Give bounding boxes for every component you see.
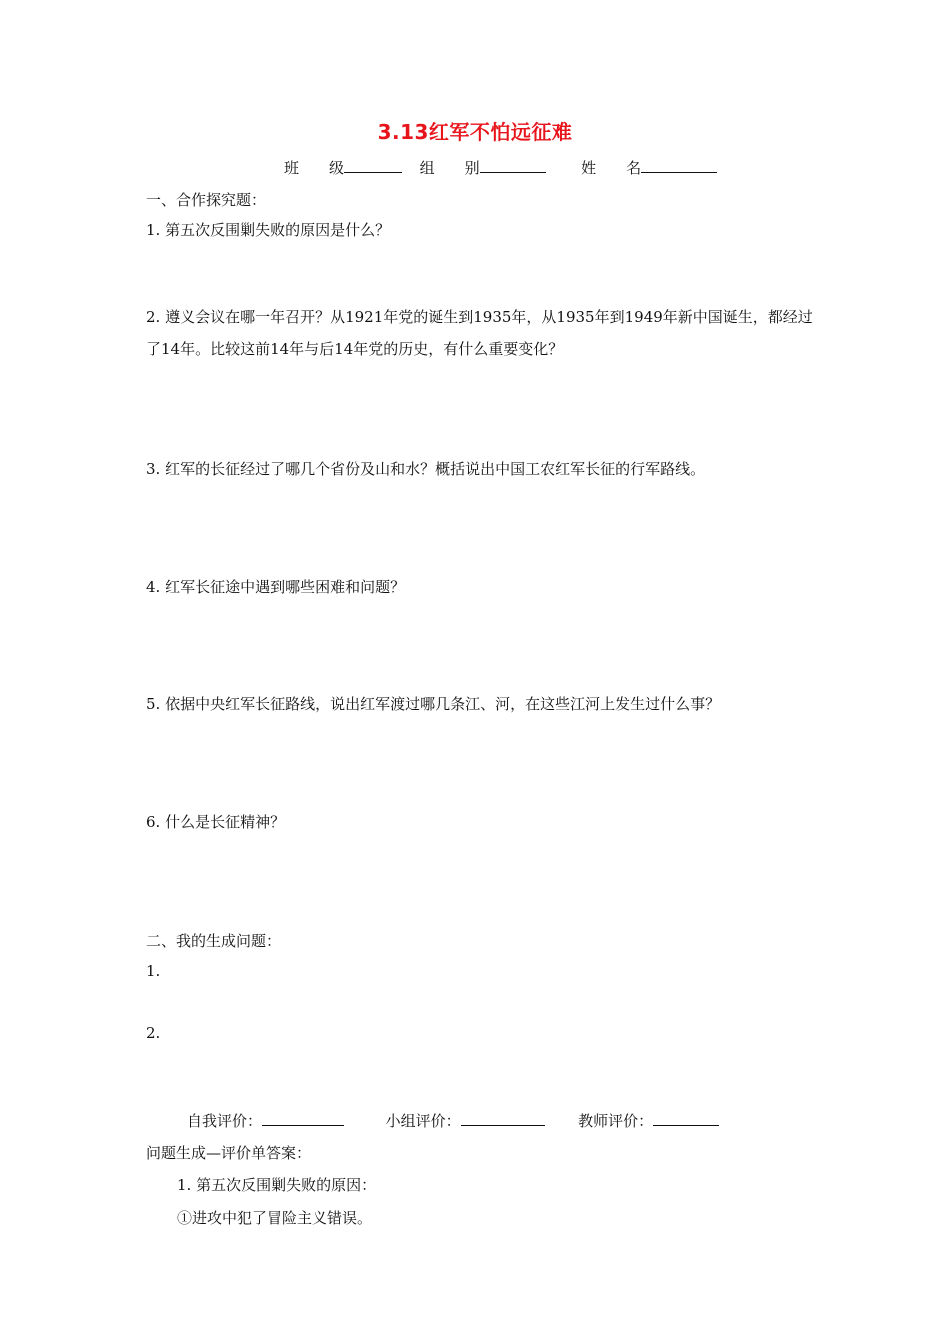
section2-heading: 二、我的生成问题： [146,932,282,950]
question-1: 1. 第五次反围剿失败的原因是什么？ [146,221,391,239]
question-4: 4. 红军长征途中遇到哪些困难和问题？ [146,578,406,596]
self-eval-label: 自我评价： [187,1112,263,1130]
class-blank[interactable] [344,158,402,173]
question-6: 6. 什么是长征精神？ [146,813,286,831]
answer-item-1-sub-1: ①进攻中犯了冒险主义错误。 [177,1209,373,1227]
teacher-eval-label: 教师评价： [578,1112,654,1130]
self-eval-blank[interactable] [262,1111,344,1126]
name-blank[interactable] [641,158,717,173]
answers-heading: 问题生成—评价单答案： [146,1144,312,1162]
question-2: 2. 遵义会议在哪一年召开？从1921年党的诞生到1935年，从1935年到1949年新中国诞生，都经过了14年。比较这前14年与后14年党的历史，有什么重要变化？ [146,308,813,358]
question-5: 5. 依据中央红军长征路线，说出红军渡过哪几条江、河，在这些江河上发生过什么事？ [146,695,721,713]
student-info-row [284,157,717,178]
teacher-eval-blank[interactable] [653,1111,719,1126]
evaluation-row [187,1110,719,1131]
page-title: 3.13红军不怕远征难 [377,120,573,144]
group-label: 组 别 [419,159,480,177]
name-label: 姓 名 [581,159,642,177]
generated-question-2: 2. [146,1024,161,1042]
group-blank[interactable] [480,158,546,173]
section1-heading: 一、合作探究题： [146,191,267,209]
answer-item-1: 1. 第五次反围剿失败的原因： [177,1176,377,1194]
generated-question-1: 1. [146,962,161,980]
class-label: 班 级 [284,159,345,177]
question-3: 3. 红军的长征经过了哪几个省份及山和水？概括说出中国工农红军长征的行军路线。 [146,460,706,478]
group-eval-label: 小组评价： [385,1112,461,1130]
group-eval-blank[interactable] [461,1111,545,1126]
